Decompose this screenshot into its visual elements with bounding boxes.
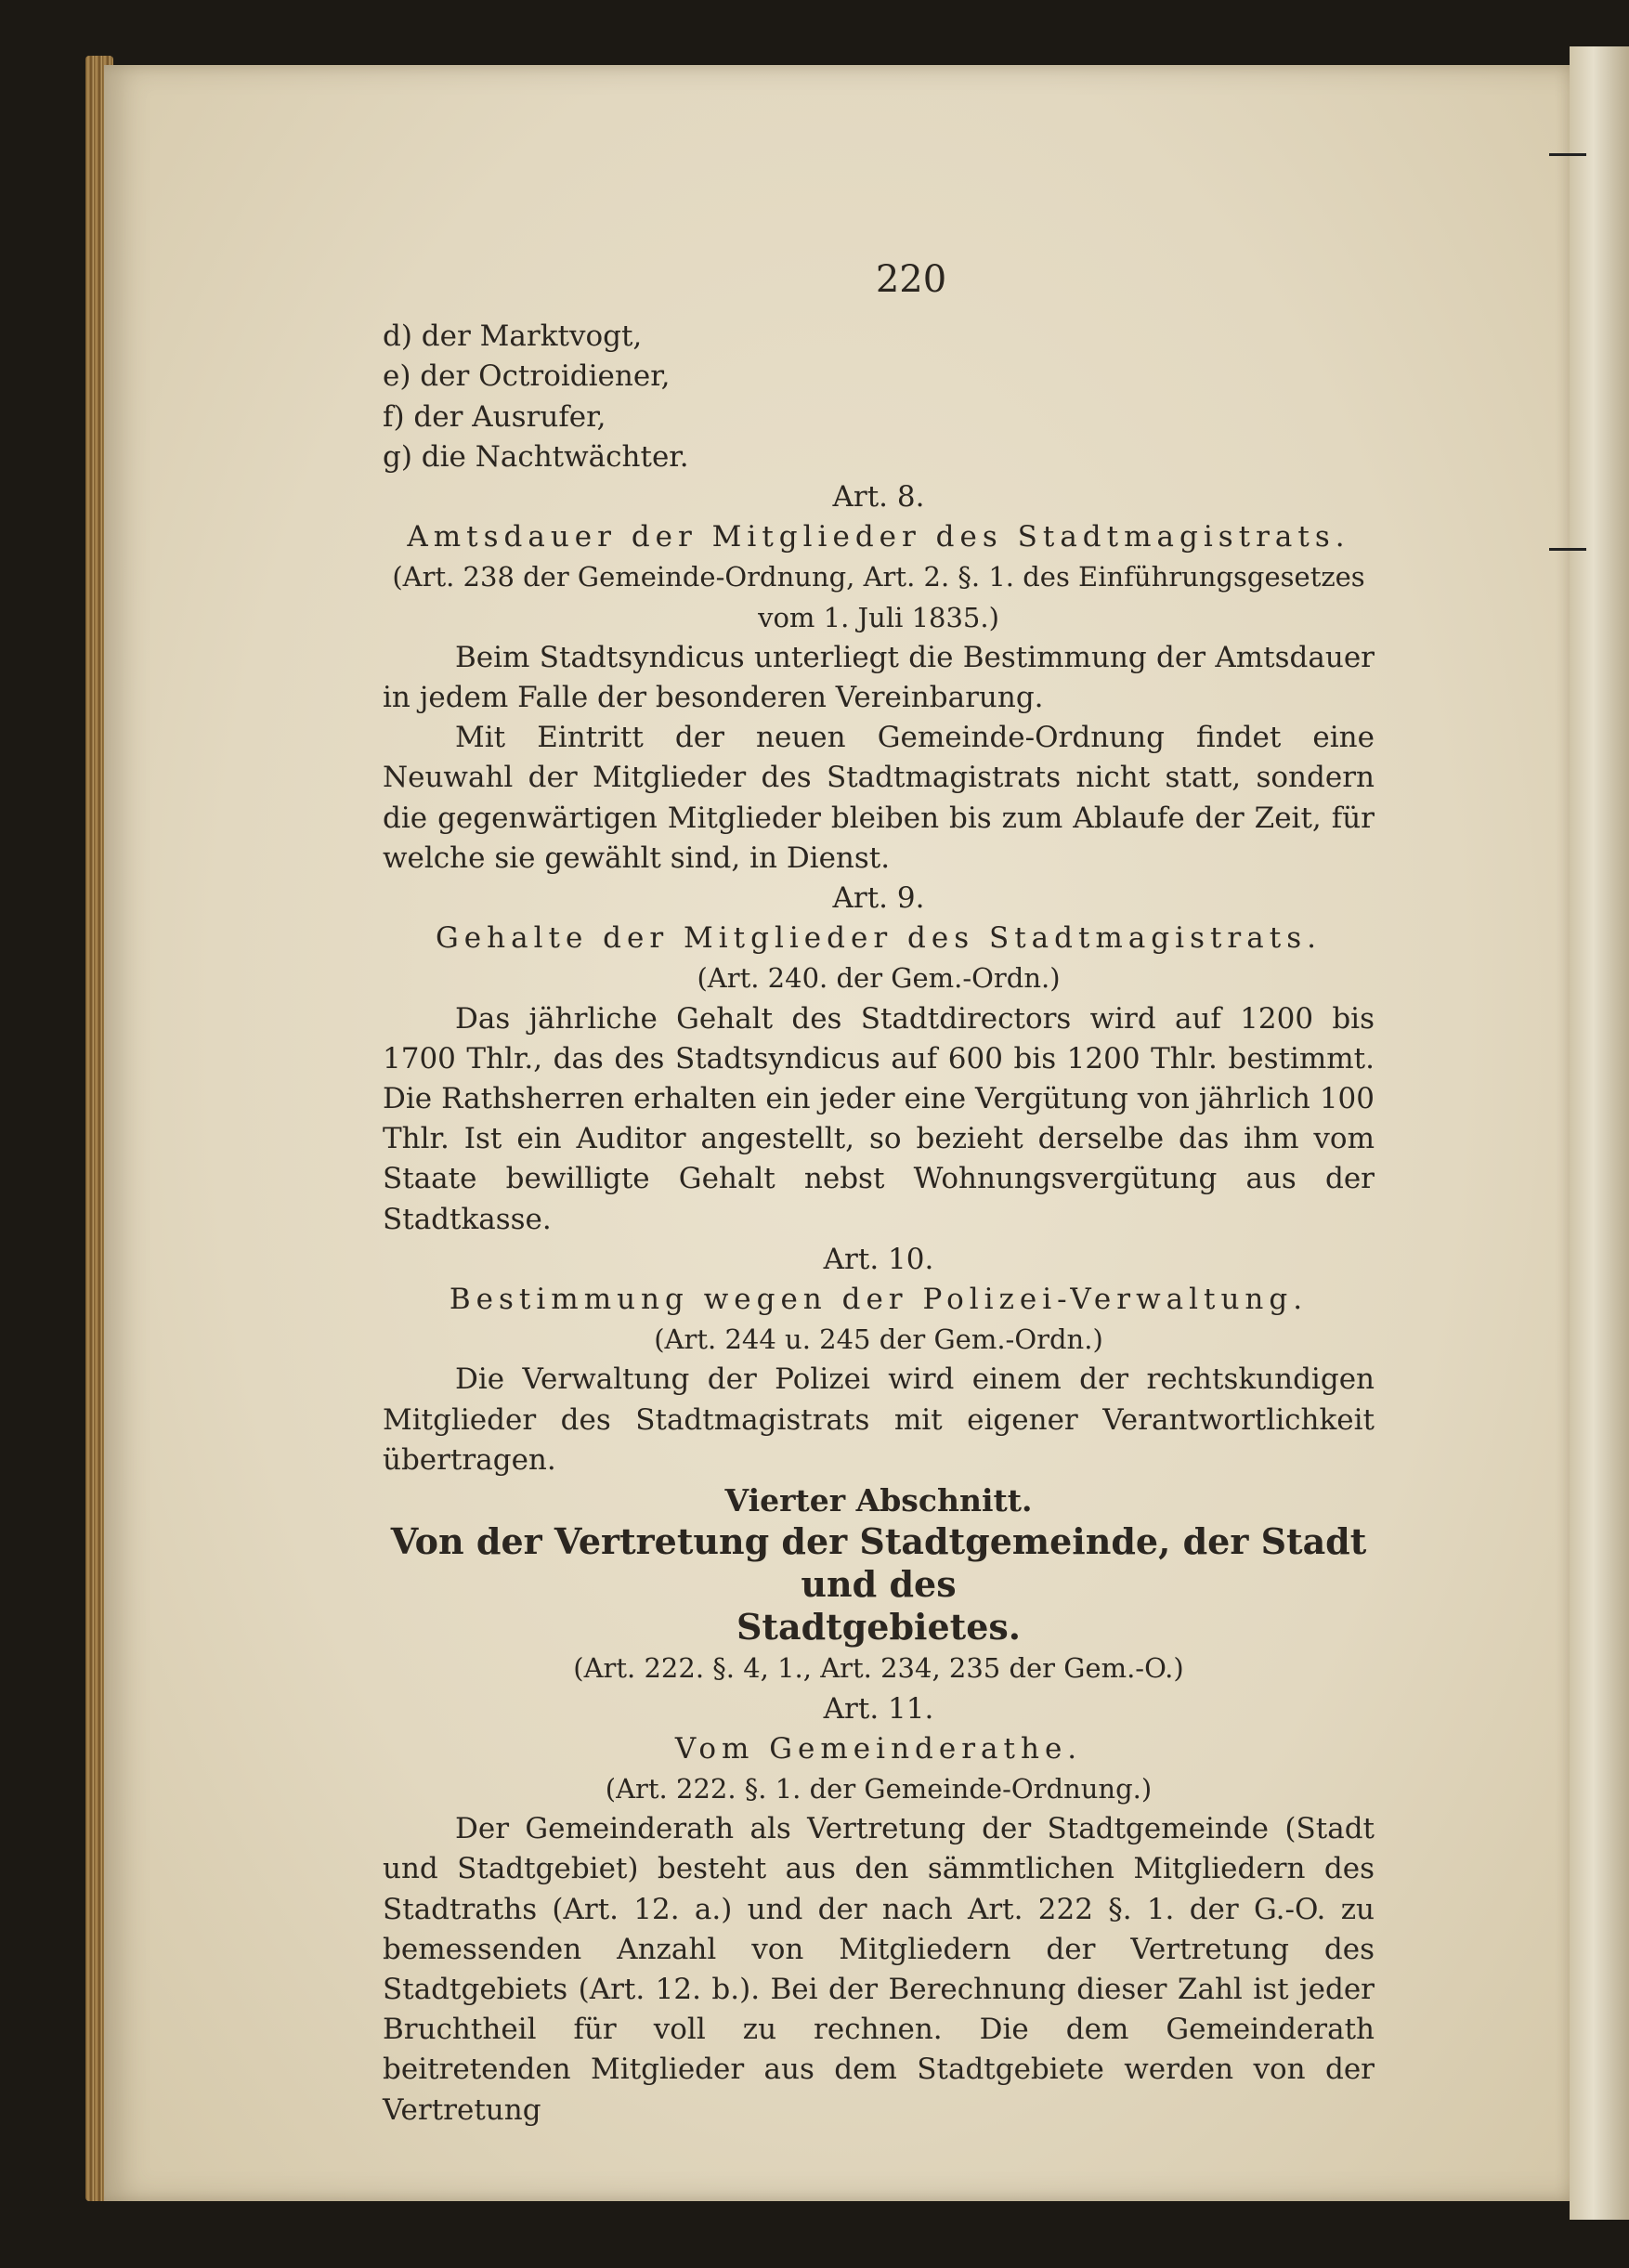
margin-mark xyxy=(1549,548,1586,551)
article-title: Vom Gemeinderathe. xyxy=(674,1731,1083,1766)
paragraph: Mit Eintritt der neuen Gemeinde-Ordnung findet eine Neuwahl der Mitglieder des Stadtmagistrats nicht statt, sondern die gegenwärtigen Mitglieder bleiben bis zum Ablaufe der Zeit, für welche sie gewählt sind, in Dienst. xyxy=(383,721,1375,875)
article-label: Art. 9. xyxy=(832,881,925,916)
section-title: Von der Vertretung der Stadtgemeinde, der Stadt und des xyxy=(390,1520,1367,1606)
article-title: Gehalte der Mitglieder des Stadtmagistrats. xyxy=(436,921,1322,956)
article-title: Bestimmung wegen der Polizei-Verwaltung. xyxy=(449,1283,1309,1317)
list-item: e) der Octroidiener, xyxy=(383,359,671,394)
article-reference: (Art. 240. der Gem.-Ordn.) xyxy=(697,962,1061,995)
section-reference: (Art. 222. §. 4, 1., Art. 234, 235 der Gem.-O.) xyxy=(573,1652,1184,1685)
article-reference: (Art. 222. §. 1. der Gemeinde-Ordnung.) xyxy=(605,1772,1153,1805)
list-item: g) die Nachtwächter. xyxy=(383,439,689,474)
margin-mark xyxy=(1549,153,1586,156)
paragraph: Die Verwaltung der Polizei wird einem der rechtskundigen Mitglieder des Stadtmagistrats mit eigener Verantwortlichkeit übertragen. xyxy=(383,1362,1375,1477)
article-title: Amtsdauer der Mitglieder des Stadtmagistrats. xyxy=(407,520,1350,554)
page-number: 220 xyxy=(875,258,947,301)
article-reference: vom 1. Juli 1835.) xyxy=(758,601,999,633)
page-text xyxy=(383,260,1375,2131)
article-label: Art. 10. xyxy=(823,1242,934,1276)
article-reference: (Art. 244 u. 245 der Gem.-Ordn.) xyxy=(654,1323,1103,1356)
book-fold xyxy=(1570,46,1629,2220)
section-title: Stadtgebietes. xyxy=(736,1606,1022,1649)
article-label: Art. 11. xyxy=(823,1691,934,1726)
list-item: f) der Ausrufer, xyxy=(383,399,606,434)
article-label: Art. 8. xyxy=(832,480,925,515)
paragraph: Das jährliche Gehalt des Stadtdirectors wird auf 1200 bis 1700 Thlr., das des Stadtsyndicus auf 600 bis 1200 Thlr. bestimmt. Die Rathsherren erhalten ein jeder eine Vergütung von jährlich 100 Thlr. Ist ein Auditor angestellt, so bezieht derselbe das ihm vom Staate bewilligte Gehalt nebst Wohnungsvergütung aus der Stadtkasse. xyxy=(383,1001,1375,1236)
article-reference: (Art. 238 der Gemeinde-Ordnung, Art. 2. §. 1. des Einführungsgesetzes xyxy=(392,561,1365,593)
list-item: d) der Marktvogt, xyxy=(383,319,643,354)
section-label: Vierter Abschnitt. xyxy=(724,1482,1033,1519)
paragraph: Der Gemeinderath als Vertretung der Stadtgemeinde (Stadt und Stadtgebiet) besteht aus den sämmtlichen Mitgliedern des Stadtraths (Art. 12. a.) und der nach Art. 222 §. 1. der G.-O. zu bemessenden Anzahl von Mitgliedern der Vertretung des Stadtgebiets (Art. 12. b.). Bei der Berechnung dieser Zahl ist jeder Bruchtheil für voll zu rechnen. Die dem Gemeinderath beitretenden Mitglieder aus dem Stadtgebiete werden von der Vertretung xyxy=(383,1812,1375,2127)
paragraph: Beim Stadtsyndicus unterliegt die Bestimmung der Amtsdauer in jedem Falle der besonderen Vereinbarung. xyxy=(383,640,1375,715)
